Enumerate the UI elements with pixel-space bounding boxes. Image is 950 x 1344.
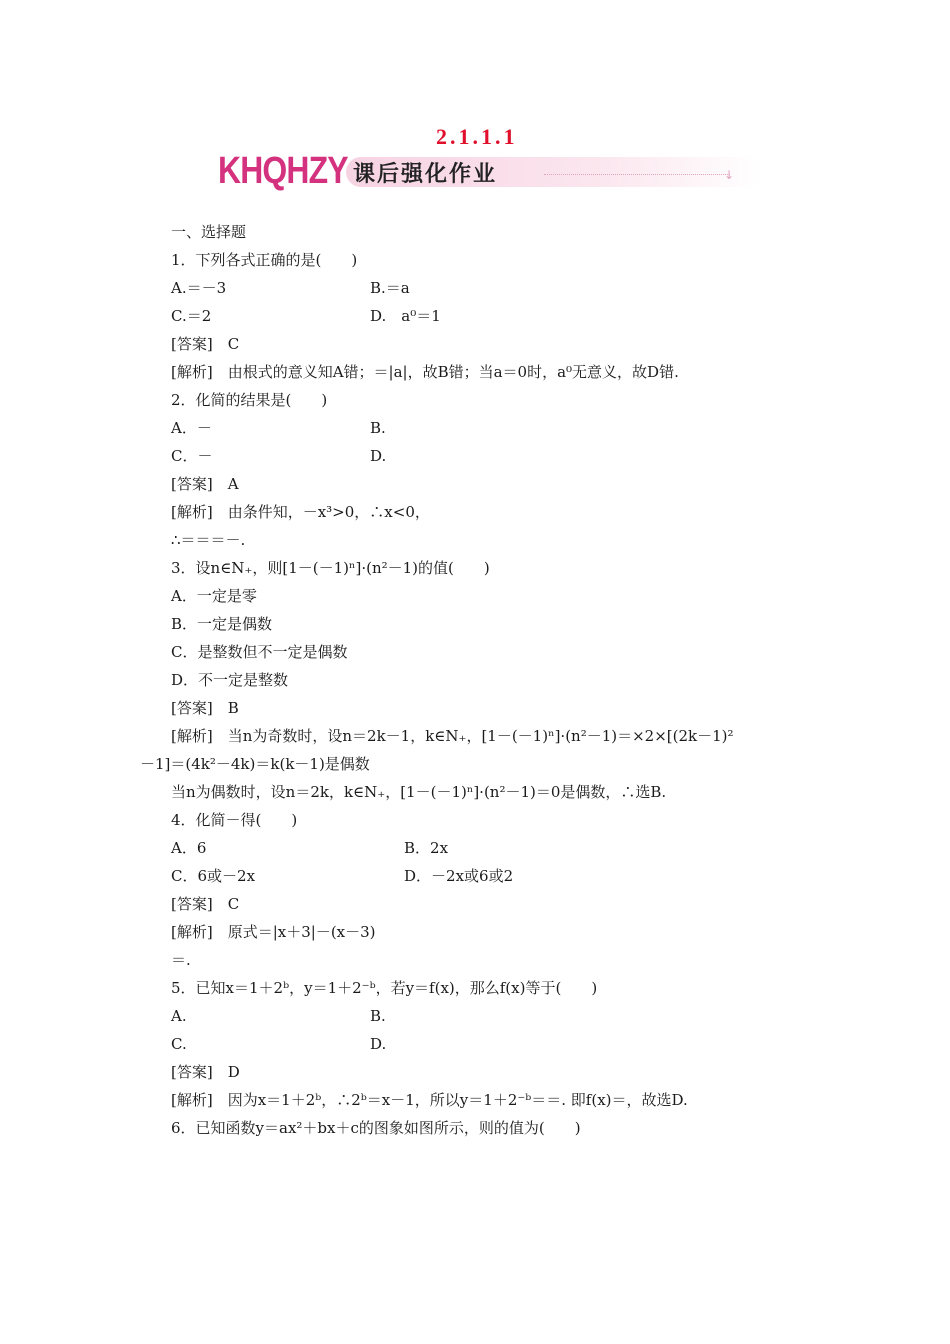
text-line: ∴＝＝＝－. <box>171 531 246 549</box>
text-line: [解析] 原式＝|x＋3|－(x－3) <box>171 923 376 941</box>
option-right: B.＝a <box>370 279 410 297</box>
option-left: A．6 <box>171 839 207 857</box>
option-left: C．－ <box>171 447 213 465</box>
text-line: 1．下列各式正确的是( ) <box>171 251 358 269</box>
homework-banner <box>218 152 738 196</box>
option-left: C. <box>171 1035 187 1053</box>
option-right: D. <box>370 1035 387 1053</box>
option-left: C．6或－2x <box>171 867 256 885</box>
text-line: 3．设n∈N₊，则[1－(－1)ⁿ]·(n²－1)的值( ) <box>171 559 490 577</box>
option-left: A.＝－3 <box>171 279 227 297</box>
text-line: D．不一定是整数 <box>171 671 289 689</box>
option-right: D．－2x或6或2 <box>404 867 514 885</box>
banner-dotted-line <box>544 174 730 175</box>
text-line: 4．化简－得( ) <box>171 811 298 829</box>
text-line <box>0 274 950 302</box>
text-line <box>0 1030 950 1058</box>
text-line: C．是整数但不一定是偶数 <box>171 643 348 661</box>
text-line: [答案] C <box>171 895 240 913</box>
text-line <box>0 834 950 862</box>
text-line: 当n为偶数时，设n＝2k，k∈N₊，[1－(－1)ⁿ]·(n²－1)＝0是偶数，∴选B. <box>171 783 667 801</box>
text-line: 2．化简的结果是( ) <box>171 391 328 409</box>
text-line: [答案] B <box>171 699 239 717</box>
text-line: 5．已知x＝1＋2ᵇ，y＝1＋2⁻ᵇ，若y＝f(x)，那么f(x)等于( ) <box>171 979 598 997</box>
option-right: B．2x <box>404 839 449 857</box>
option-right: B. <box>370 419 386 437</box>
text-line <box>0 862 950 890</box>
text-line: B．一定是偶数 <box>171 615 273 633</box>
text-line: [解析] 由根式的意义知A错；＝|a|，故B错；当a＝0时，a⁰无意义，故D错. <box>171 363 679 381</box>
text-line <box>0 1002 950 1030</box>
option-left: C.＝2 <box>171 307 212 325</box>
text-line: [答案] D <box>171 1063 240 1081</box>
text-line: [解析] 由条件知，－x³>0，∴x<0， <box>171 503 430 521</box>
text-line: [答案] A <box>171 475 239 493</box>
option-right: D. a⁰＝1 <box>370 307 441 325</box>
banner-logo: KHQHZY <box>218 150 348 192</box>
text-line: 6．已知函数y＝ax²＋bx＋c的图象如图所示，则的值为( ) <box>171 1119 581 1137</box>
document-body <box>0 218 950 1142</box>
banner-title: 课后强化作业 <box>353 162 498 187</box>
text-line: [答案] C <box>171 335 240 353</box>
section-number: 2.1.1.1 <box>436 124 518 149</box>
option-left: A．－ <box>171 419 212 437</box>
option-left: A. <box>171 1007 187 1025</box>
text-line: A．一定是零 <box>171 587 257 605</box>
option-right: B. <box>370 1007 386 1025</box>
text-line <box>0 302 950 330</box>
down-arrow-icon: ↓ <box>724 168 735 182</box>
text-line: －1]＝(4k²－4k)＝k(k－1)是偶数 <box>140 755 370 773</box>
text-line: ＝. <box>171 951 191 969</box>
text-line: 一、选择题 <box>171 223 247 241</box>
text-line: [解析] 当n为奇数时，设n＝2k－1，k∈N₊，[1－(－1)ⁿ]·(n²－1)＝×2×[(2k－1)² <box>171 727 734 745</box>
text-line <box>0 442 950 470</box>
option-right: D. <box>370 447 387 465</box>
text-line: [解析] 因为x＝1＋2ᵇ，∴2ᵇ＝x－1，所以y＝1＋2⁻ᵇ＝＝. 即f(x)＝，故选D. <box>171 1091 688 1109</box>
text-line <box>0 414 950 442</box>
